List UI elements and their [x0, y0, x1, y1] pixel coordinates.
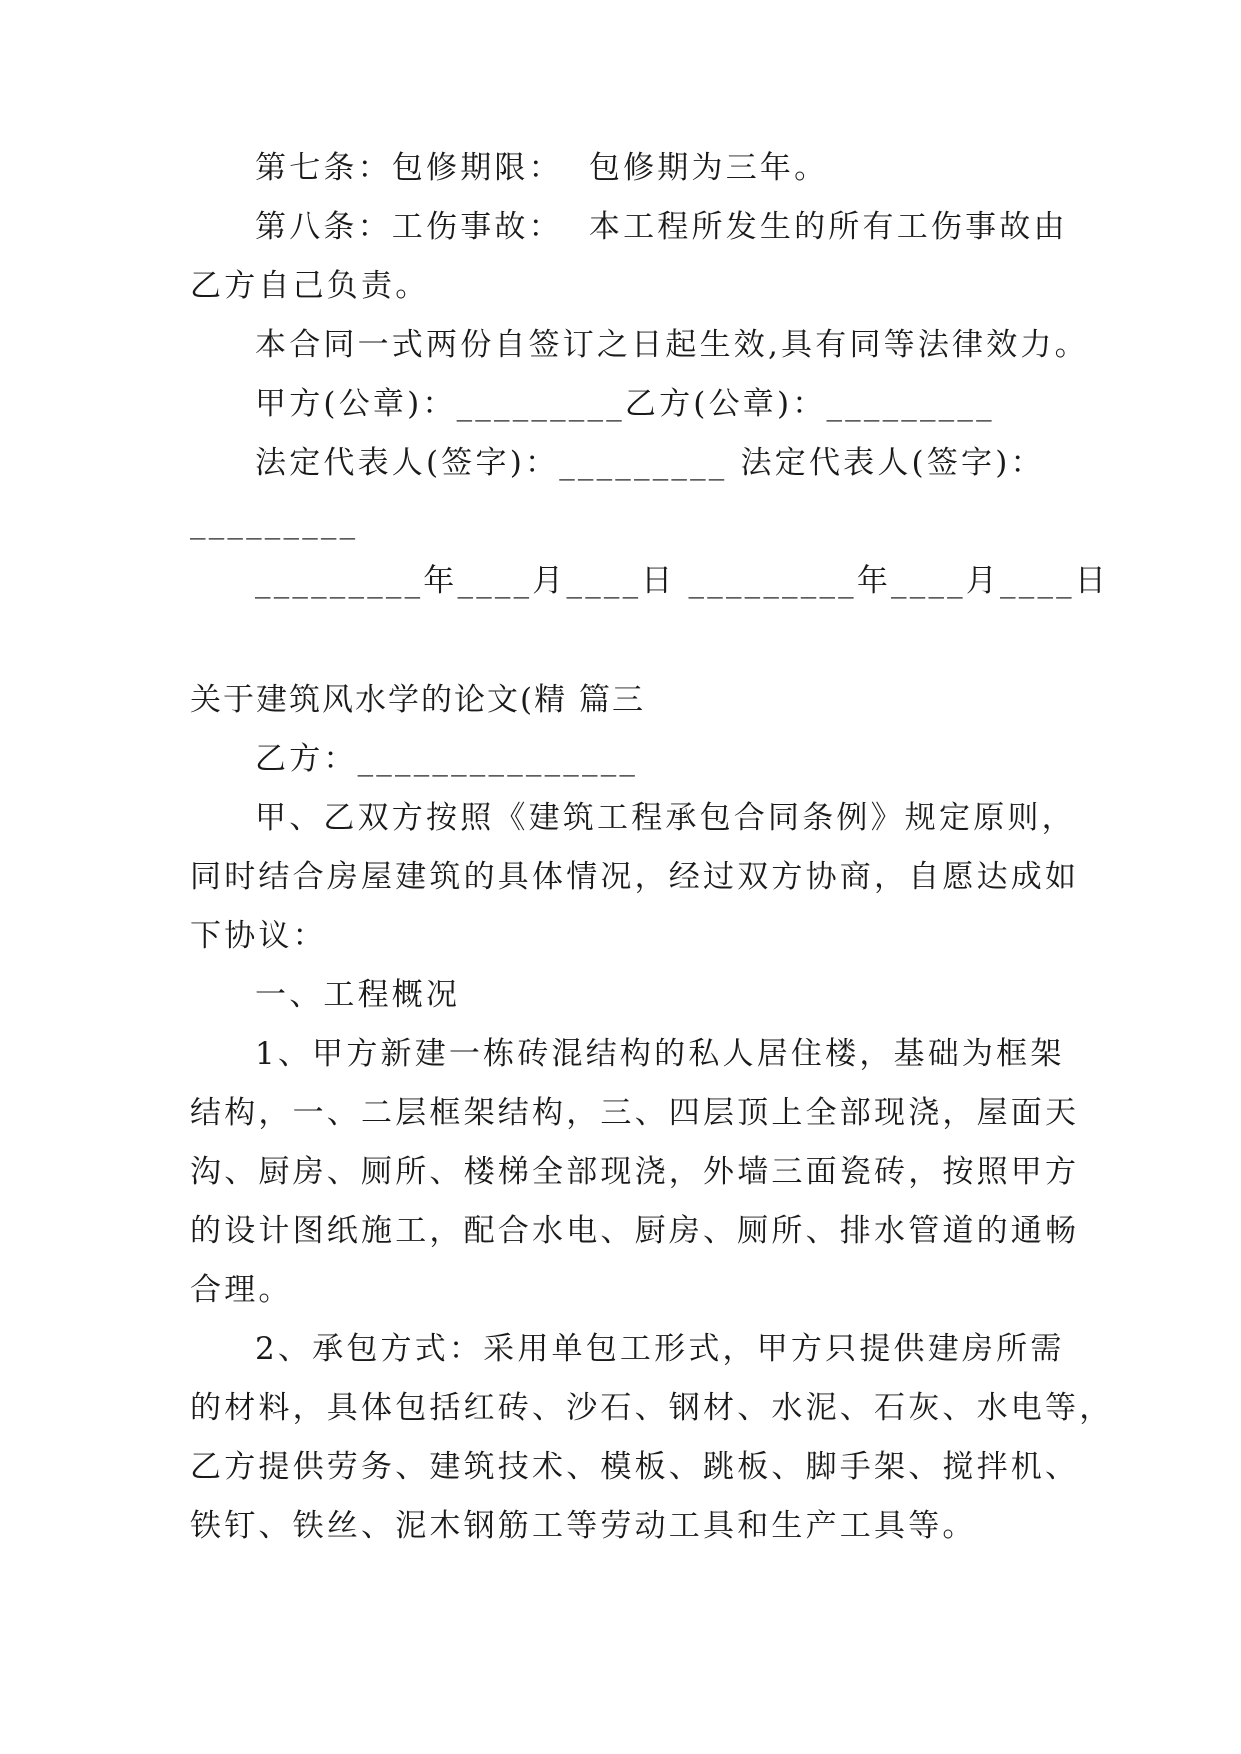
preamble-paragraph-line-2: 同时结合房屋建筑的具体情况，经过双方协商，自愿达成如 — [190, 859, 1080, 895]
item-1-line-1: 1、甲方新建一栋砖混结构的私人居住楼，基础为框架 — [255, 1036, 1065, 1072]
party-b-line: 乙方：_______________ — [255, 741, 639, 777]
item-1-line-2: 结构，一、二层框架结构，三、四层顶上全部现浇，屋面天 — [190, 1095, 1080, 1131]
article-8-injury: 第八条：工伤事故： 本工程所发生的所有工伤事故由 — [255, 209, 1068, 245]
item-2-line-2: 的材料，具体包括红砖、沙石、钢材、水泥、石灰、水电等， — [190, 1390, 1114, 1426]
item-1-line-5: 合理。 — [190, 1272, 293, 1308]
date-line: _________年____月____日 _________年____月____日 — [255, 563, 1110, 599]
item-2-line-3: 乙方提供劳务、建筑技术、模板、跳板、脚手架、搅拌机、 — [190, 1449, 1080, 1485]
preamble-paragraph-line-3: 下协议： — [190, 918, 327, 954]
project-overview-heading: 一、工程概况 — [255, 977, 461, 1013]
section-heading: 关于建筑风水学的论文(精 篇三 — [190, 682, 645, 718]
item-1-line-4: 的设计图纸施工，配合水电、厨房、厕所、排水管道的通畅 — [190, 1213, 1080, 1249]
seal-line: 甲方(公章)：_________乙方(公章)：_________ — [255, 386, 995, 422]
signature-line: 法定代表人(签字)：_________ 法定代表人(签字)： — [255, 445, 1045, 481]
contract-effect-clause: 本合同一式两份自签订之日起生效,具有同等法律效力。 — [255, 327, 1089, 363]
item-1-line-3: 沟、厨房、厕所、楼梯全部现浇，外墙三面瓷砖，按照甲方 — [190, 1154, 1080, 1190]
item-2-line-4: 铁钉、铁丝、泥木钢筋工等劳动工具和生产工具等。 — [190, 1508, 977, 1544]
signature-line-cont: _________ — [190, 504, 359, 540]
item-2-line-1: 2、承包方式：采用单包工形式，甲方只提供建房所需 — [255, 1331, 1065, 1367]
article-8-injury-cont: 乙方自己负责。 — [190, 268, 430, 304]
preamble-paragraph-line-1: 甲、乙双方按照《建筑工程承包合同条例》规定原则， — [255, 800, 1076, 836]
article-7-warranty: 第七条：包修期限： 包修期为三年。 — [255, 150, 829, 186]
